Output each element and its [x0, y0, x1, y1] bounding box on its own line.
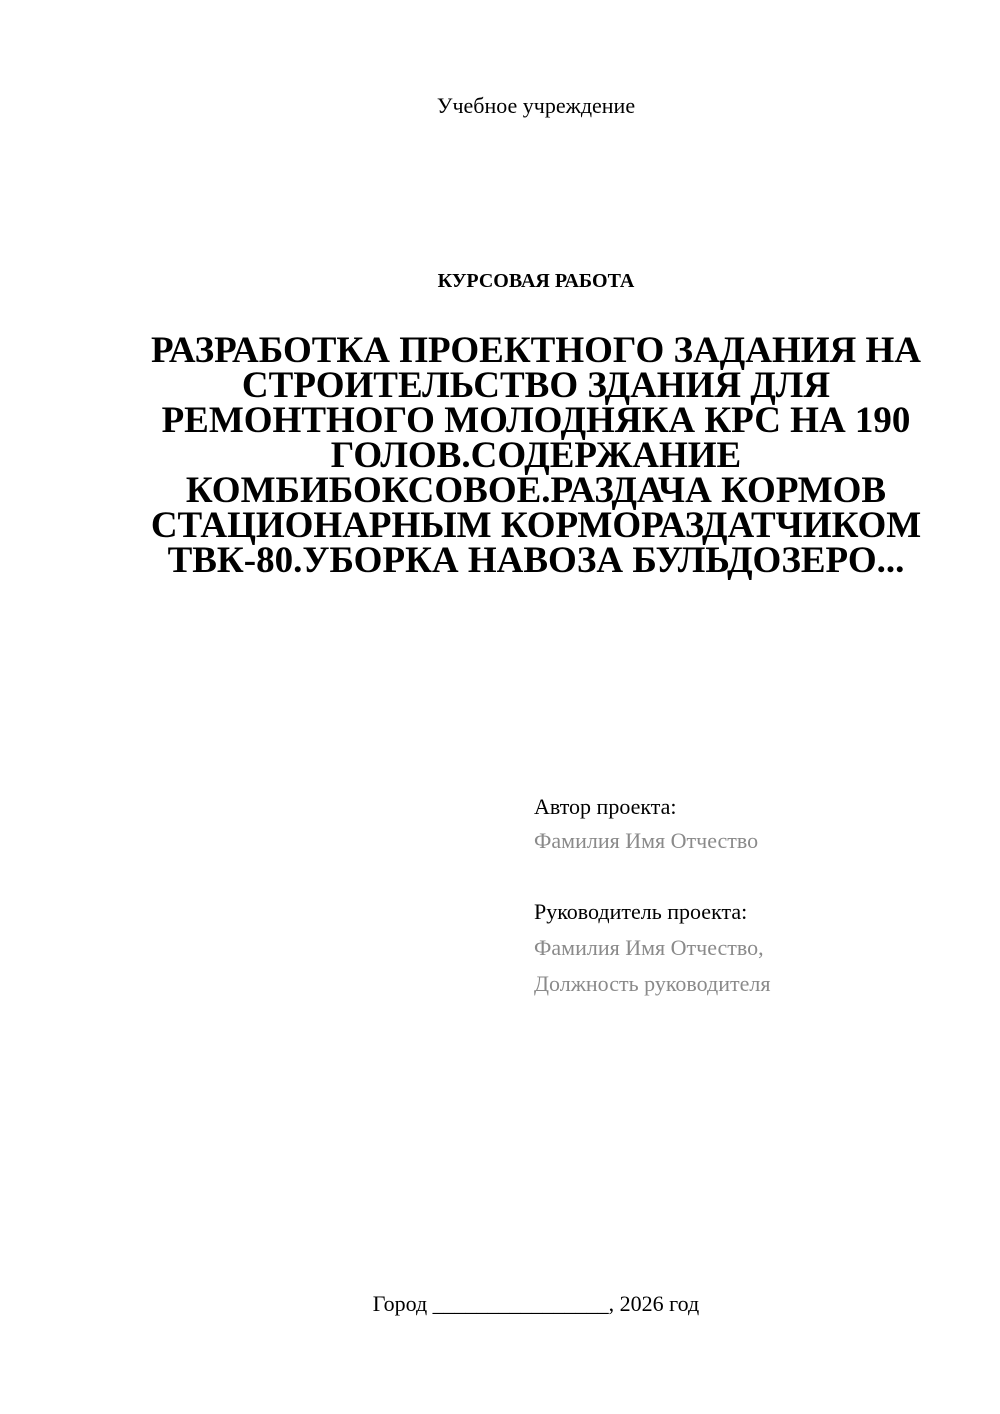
supervisor-block: [534, 894, 974, 1002]
institution-name: Учебное учреждение: [436, 93, 636, 118]
supervisor-name: Фамилия Имя Отчество,: [534, 935, 764, 960]
supervisor-position: Должность руководителя: [534, 971, 771, 996]
author-label: Автор проекта:: [534, 794, 677, 819]
document-title: РАЗРАБОТКА ПРОЕКТНОГО ЗАДАНИЯ НА СТРОИТЕЛЬСТВО ЗДАНИЯ ДЛЯ РЕМОНТНОГО МОЛОДНЯКА КРС НА 190 ГОЛОВ.СОДЕРЖАНИЕ КОМБИБОКСОВОЕ.РАЗДАЧА КОРМОВ СТАЦИОНАРНЫМ КОРМОРАЗДАТЧИКОМ ТВК-80.УБОРКА НАВОЗА БУЛЬДОЗЕРО...: [150, 330, 922, 581]
author-block: [534, 790, 974, 858]
document-type: КУРСОВАЯ РАБОТА: [437, 270, 635, 292]
author-name: Фамилия Имя Отчество: [534, 828, 759, 853]
supervisor-label: Руководитель проекта:: [534, 899, 748, 924]
city-year-line: Город ________________, 2026 год: [372, 1291, 700, 1316]
